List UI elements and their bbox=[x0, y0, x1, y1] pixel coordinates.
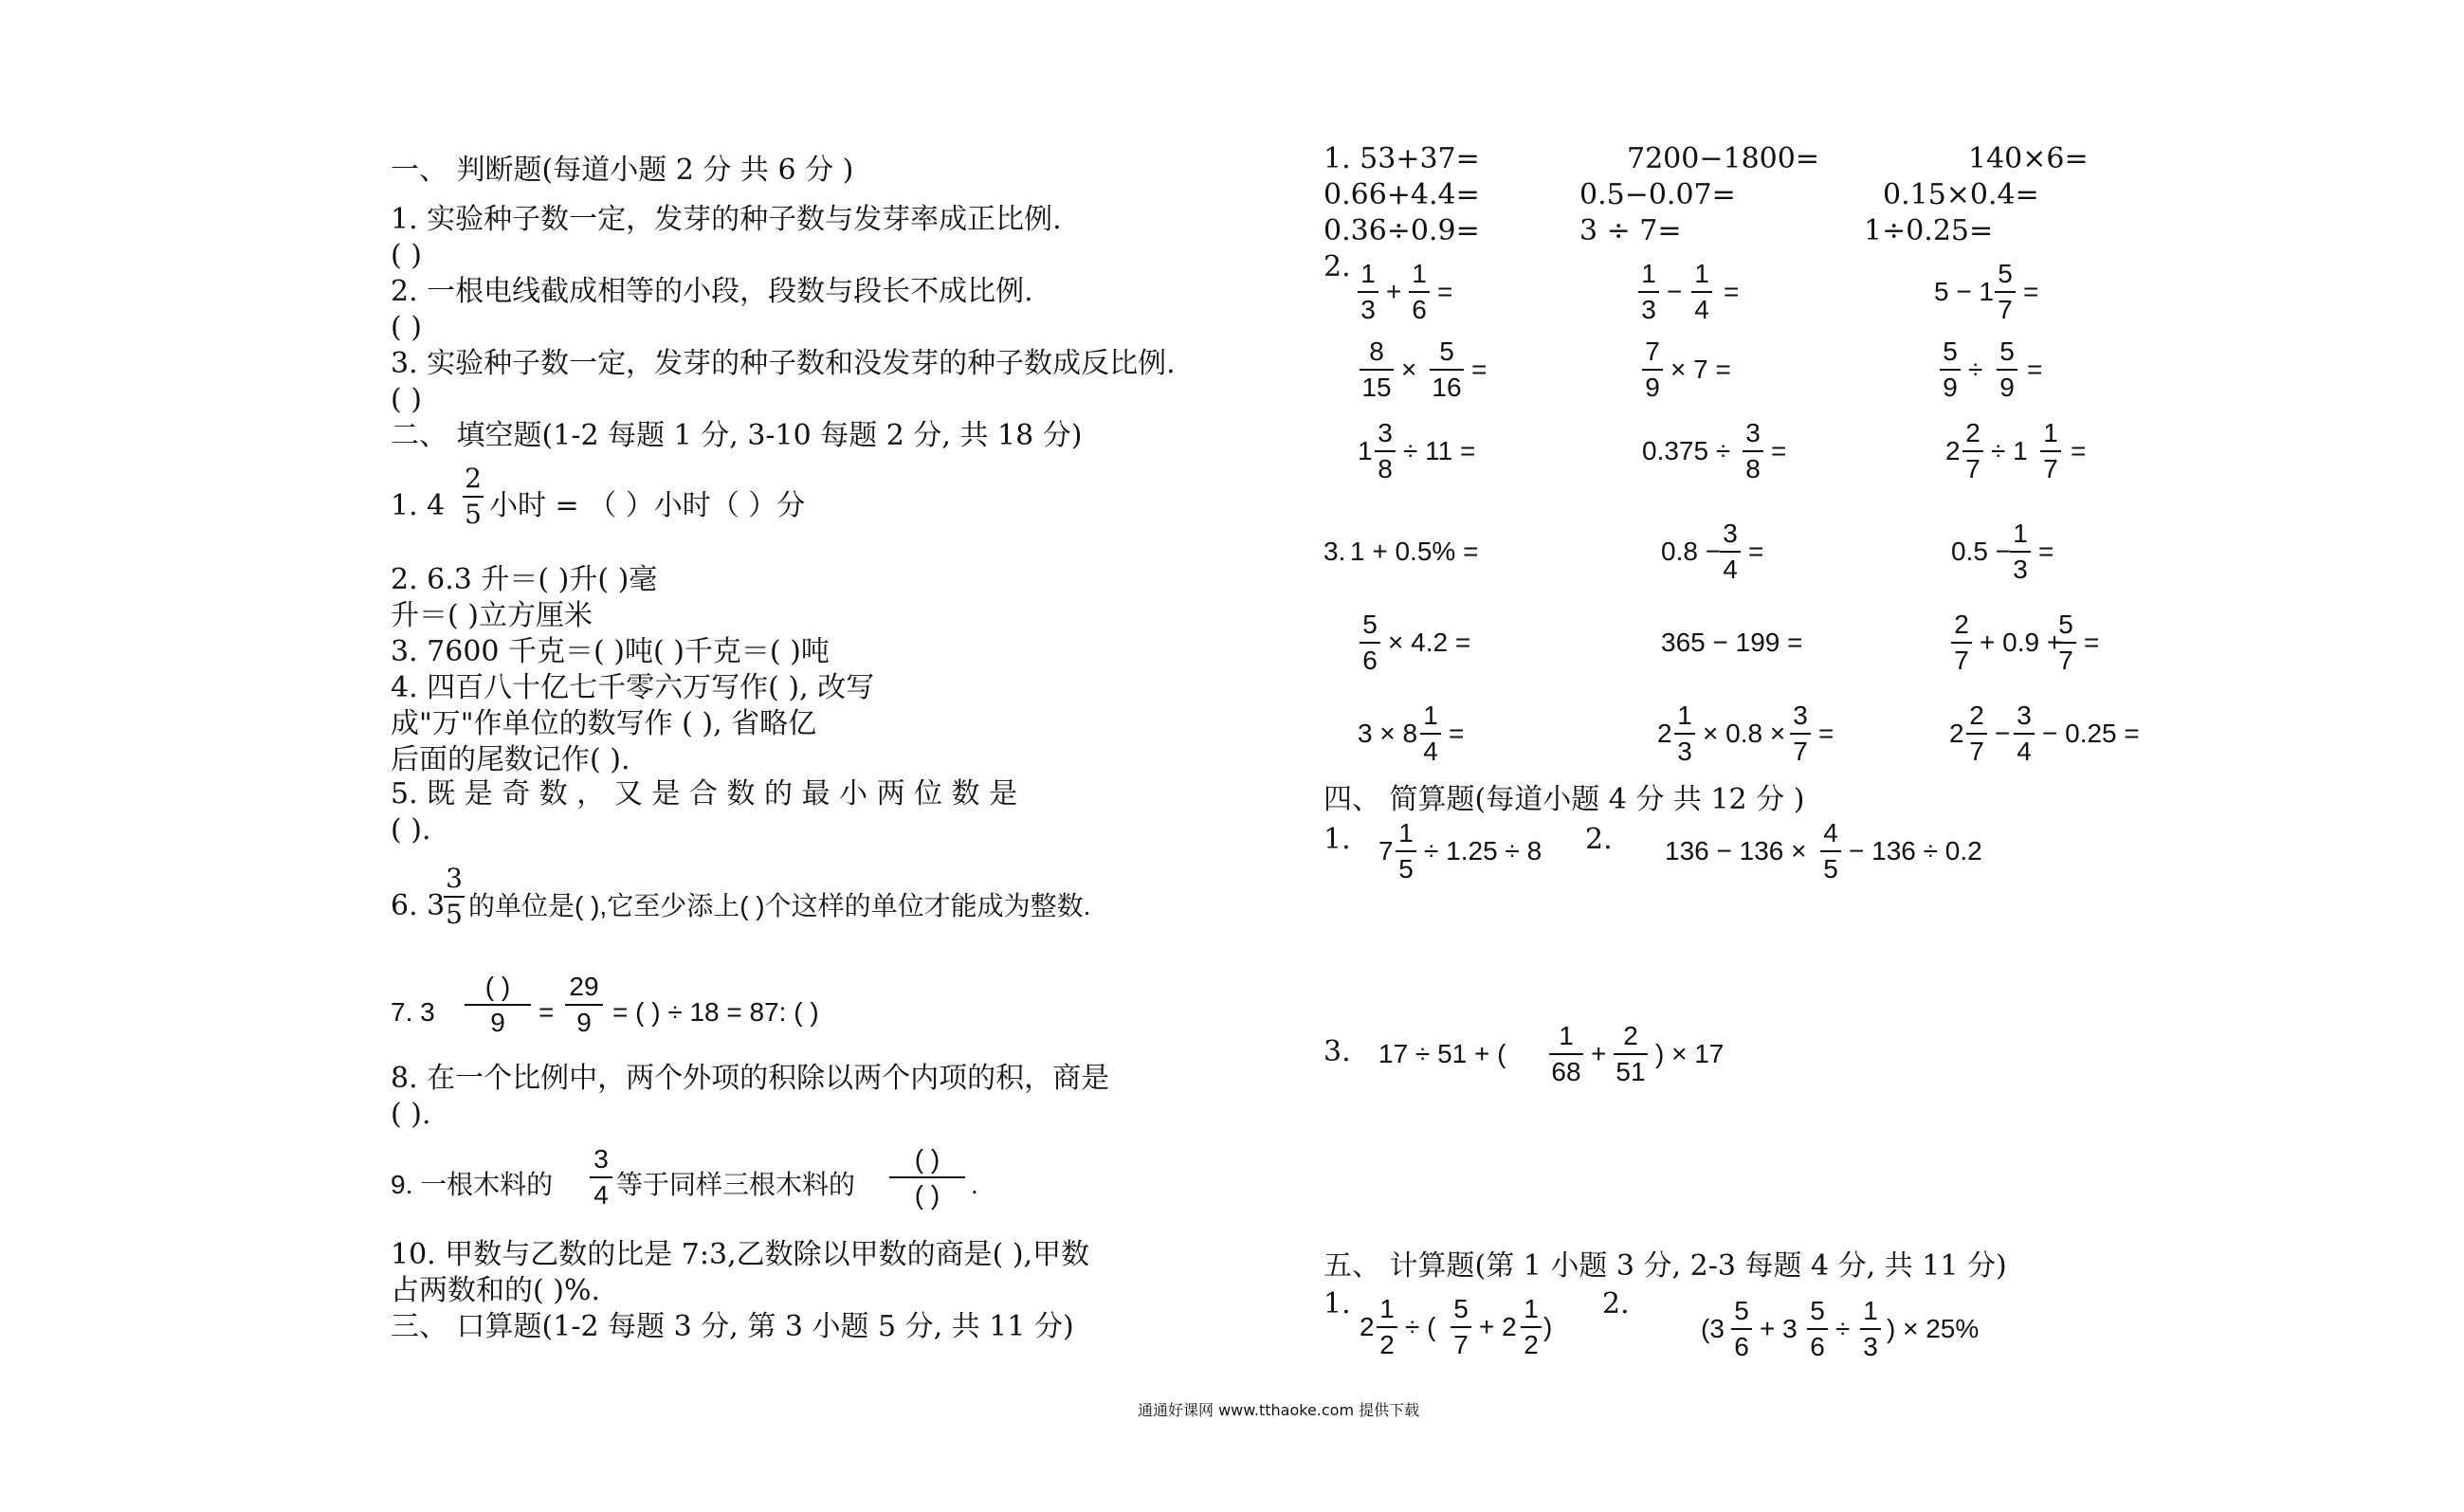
equals-sign: = bbox=[1449, 719, 1465, 748]
equals-sign: = bbox=[1771, 436, 1787, 465]
operator: + 0.9 + bbox=[1980, 628, 2063, 657]
expression-prefix: 17 ÷ 51 + ( bbox=[1378, 1039, 1506, 1068]
operator: × 0.8 × bbox=[1703, 719, 1786, 748]
fraction: 1 5 bbox=[1396, 817, 1416, 885]
expression-prefix: 0.375 ÷ bbox=[1642, 436, 1731, 465]
operator: ÷ 1 bbox=[1991, 436, 2028, 465]
fraction: 1 4 bbox=[1420, 700, 1441, 768]
question-label: 2. bbox=[1585, 823, 1613, 856]
fraction: ( ) ( ) bbox=[889, 1143, 965, 1211]
expression-suffix: × 7 = bbox=[1670, 355, 1731, 384]
question-2-4-cont2: 后面的尾数记作( ). bbox=[391, 743, 630, 776]
equals-sign: = bbox=[2027, 355, 2043, 384]
expression-suffix: ) × 17 bbox=[1655, 1039, 1725, 1068]
question-2-7-prefix: 7. 3 bbox=[391, 997, 435, 1027]
oral-item: 0.15×0.4= bbox=[1883, 178, 2039, 211]
expression-prefix: 0.5 − bbox=[1951, 537, 2012, 566]
expression-prefix: 0.8 − bbox=[1661, 537, 1722, 566]
operator: − bbox=[1667, 277, 1683, 306]
fraction: 1 3 bbox=[1674, 700, 1695, 768]
question-label: 3. bbox=[1323, 537, 1346, 566]
question-label: 1. bbox=[1323, 1287, 1351, 1321]
fraction: 3 7 bbox=[1790, 700, 1811, 768]
equals-sign: = bbox=[2071, 436, 2087, 465]
expression: 365 − 199 = bbox=[1661, 628, 1803, 657]
operator: ÷ bbox=[1835, 1314, 1851, 1343]
fraction: 3 4 bbox=[1720, 518, 1741, 586]
question-2-4-cont: 成"万"作单位的数写作 ( ), 省略亿 bbox=[391, 707, 817, 740]
question-2-5: 5. 既 是 奇 数 ， 又 是 合 数 的 最 小 两 位 数 是 bbox=[391, 777, 1018, 811]
question-1-3: 3. 实验种子数一定，发芽的种子数和没发芽的种子数成反比例. bbox=[391, 347, 1176, 380]
expression-prefix: 2 bbox=[1949, 719, 1964, 748]
question-2-10-cont: 占两数和的( )%. bbox=[391, 1274, 600, 1307]
period: . bbox=[971, 1170, 978, 1199]
fraction: 1 68 bbox=[1549, 1020, 1583, 1088]
equals-sign: = bbox=[538, 997, 555, 1027]
fraction: 1 3 bbox=[2010, 518, 2031, 586]
fraction: 8 15 bbox=[1360, 336, 1394, 404]
fraction: 1 2 bbox=[1377, 1293, 1397, 1361]
operator: ÷ ( bbox=[1405, 1312, 1436, 1341]
oral-item: 0.36÷0.9= bbox=[1323, 214, 1480, 247]
operator: × bbox=[1401, 355, 1417, 384]
question-label: 1. bbox=[1323, 823, 1351, 856]
question-2-2: 2. 6.3 升＝( )升( )毫 bbox=[391, 563, 658, 596]
oral-item: 140×6= bbox=[1968, 142, 2089, 175]
expression-suffix: − 0.25 = bbox=[2042, 719, 2140, 748]
answer-blank: ( ) bbox=[391, 311, 422, 344]
expression-prefix: 3 × 8 bbox=[1358, 719, 1418, 748]
fraction: 1 2 bbox=[1521, 1293, 1542, 1361]
fraction: 5 9 bbox=[1940, 336, 1961, 404]
answer-blank: ( ) bbox=[391, 383, 422, 416]
equals-sign: = bbox=[1748, 537, 1764, 566]
section-4-title: 四、 简算题(每道小题 4 分 共 12 分 ) bbox=[1323, 783, 1805, 816]
question-1-2: 2. 一根电线截成相等的小段，段数与段长不成比例. bbox=[391, 275, 1033, 308]
fraction: 4 5 bbox=[1820, 817, 1841, 885]
answer-blank: ( ). bbox=[391, 813, 431, 847]
fraction: 5 6 bbox=[1807, 1295, 1828, 1363]
operator: + bbox=[1591, 1039, 1607, 1068]
fraction: 3 4 bbox=[590, 1143, 612, 1211]
oral-item: 0.66+4.4= bbox=[1323, 178, 1480, 211]
question-label: 2. bbox=[1323, 250, 1351, 283]
fraction: 1 7 bbox=[2040, 417, 2061, 485]
fraction: 1 3 bbox=[1638, 258, 1659, 326]
fraction: 3 8 bbox=[1375, 417, 1396, 485]
fraction: 5 7 bbox=[1995, 258, 2016, 326]
equals-sign: = bbox=[1818, 719, 1834, 748]
question-2-7: = ( ) ÷ 18 = 87: ( ) bbox=[612, 997, 819, 1027]
fraction: 7 9 bbox=[1642, 336, 1663, 404]
equals-sign: = bbox=[2084, 628, 2100, 657]
fraction: 5 7 bbox=[2055, 609, 2076, 677]
fraction: 1 4 bbox=[1691, 258, 1712, 326]
question-2-3: 3. 7600 千克＝( )吨( )千克＝( )吨 bbox=[391, 635, 830, 668]
operator: + 2 bbox=[1479, 1312, 1517, 1341]
expression-suffix: ÷ 1.25 ÷ 8 bbox=[1424, 836, 1542, 865]
section-3-title: 三、 口算题(1-2 每题 3 分, 第 3 小题 5 分, 共 11 分) bbox=[391, 1310, 1074, 1343]
expression-suffix: ) bbox=[1543, 1312, 1553, 1341]
fraction: 2 51 bbox=[1614, 1020, 1648, 1088]
fraction: 5 6 bbox=[1360, 609, 1380, 677]
oral-item: 1÷0.25= bbox=[1864, 214, 1994, 247]
oral-item: 0.5−0.07= bbox=[1579, 178, 1736, 211]
operator: ÷ bbox=[1968, 355, 1983, 384]
answer-blank: ( ). bbox=[391, 1098, 431, 1131]
question-2-6-prefix: 6. 3 bbox=[391, 889, 446, 922]
question-1-1: 1. 实验种子数一定，发芽的种子数与发芽率成正比例. bbox=[391, 203, 1062, 236]
fraction: 5 9 bbox=[1997, 336, 2017, 404]
fraction: 1 6 bbox=[1409, 258, 1430, 326]
question-2-9: 等于同样三根木料的 bbox=[616, 1170, 856, 1199]
expression-prefix: 2 bbox=[1360, 1312, 1375, 1341]
expression-prefix: 2 bbox=[1945, 436, 1961, 465]
expression: 1 + 0.5% = bbox=[1350, 537, 1479, 566]
section-5-title: 五、 计算题(第 1 小题 3 分, 2-3 每题 4 分, 共 11 分) bbox=[1323, 1249, 2007, 1283]
equals-sign: = bbox=[1471, 355, 1488, 384]
fraction: 2 7 bbox=[1962, 417, 1983, 485]
expression-prefix: 2 bbox=[1657, 719, 1672, 748]
fraction: 1 3 bbox=[1860, 1295, 1881, 1363]
fraction: 5 7 bbox=[1451, 1293, 1471, 1361]
equals-sign: = bbox=[2023, 277, 2039, 306]
fraction: 2 7 bbox=[1951, 609, 1972, 677]
expression-prefix: 1 bbox=[1358, 436, 1373, 465]
expression-prefix: 136 − 136 × bbox=[1665, 836, 1807, 865]
question-label: 3. bbox=[1323, 1035, 1351, 1068]
equals-sign: = bbox=[1437, 277, 1453, 306]
answer-blank: ( ) bbox=[391, 239, 422, 272]
expression-suffix: − 136 ÷ 0.2 bbox=[1849, 836, 1982, 865]
fraction: 3 5 bbox=[444, 863, 465, 931]
fraction: 2 7 bbox=[1966, 700, 1987, 768]
expression-prefix: 5 − 1 bbox=[1934, 277, 1995, 306]
equals-sign: = bbox=[2038, 537, 2054, 566]
question-2-2-cont: 升＝( )立方厘米 bbox=[391, 599, 593, 632]
question-2-10: 10. 甲数与乙数的比是 7:3,乙数除以甲数的商是( ),甲数 bbox=[391, 1238, 1090, 1271]
question-label: 2. bbox=[1602, 1287, 1630, 1321]
section-2-title: 二、 填空题(1-2 每题 1 分, 3-10 每题 2 分, 共 18 分) bbox=[391, 419, 1083, 452]
oral-item: 7200−1800= bbox=[1627, 142, 1819, 175]
page-footer: 通通好课网 www.tthaoke.com 提供下载 bbox=[1138, 1401, 1420, 1419]
question-2-8: 8. 在一个比例中，两个外项的积除以两个内项的积，商是 bbox=[391, 1062, 1110, 1095]
fraction: 5 16 bbox=[1430, 336, 1464, 404]
fraction: 5 6 bbox=[1731, 1295, 1752, 1363]
fraction: 29 9 bbox=[565, 971, 603, 1039]
operator: + bbox=[1386, 277, 1402, 306]
question-2-4: 4. 四百八十亿七千零六万写作( ), 改写 bbox=[391, 671, 875, 704]
operator: − bbox=[1995, 719, 2011, 748]
oral-item: 1. 53+37= bbox=[1323, 142, 1480, 175]
section-1-title: 一、 判断题(每道小题 2 分 共 6 分 ) bbox=[391, 154, 854, 187]
fraction: 3 8 bbox=[1743, 417, 1763, 485]
expression-suffix: ) × 25% bbox=[1887, 1314, 1980, 1343]
expression-prefix: (3 bbox=[1701, 1314, 1725, 1343]
question-2-9-prefix: 9. 一根木料的 bbox=[391, 1170, 554, 1199]
oral-item: 3 ÷ 7= bbox=[1579, 214, 1682, 247]
expression-suffix: ÷ 11 = bbox=[1403, 436, 1476, 465]
expression-suffix: × 4.2 = bbox=[1388, 628, 1471, 657]
question-2-1-prefix: 1. 4 bbox=[391, 489, 446, 522]
fraction: 3 4 bbox=[2014, 700, 2035, 768]
question-2-6: 的单位是( ),它至少添上( )个这样的单位才能成为整数. bbox=[468, 891, 1091, 920]
expression-prefix: 7 bbox=[1378, 836, 1394, 865]
question-2-1: 小时 = （ ）小时（ ）分 bbox=[489, 489, 806, 522]
fraction: 2 5 bbox=[463, 463, 484, 531]
fraction: ( ) 9 bbox=[465, 971, 531, 1039]
equals-sign: = bbox=[1724, 277, 1740, 306]
operator: + 3 bbox=[1760, 1314, 1798, 1343]
fraction: 1 3 bbox=[1358, 258, 1378, 326]
